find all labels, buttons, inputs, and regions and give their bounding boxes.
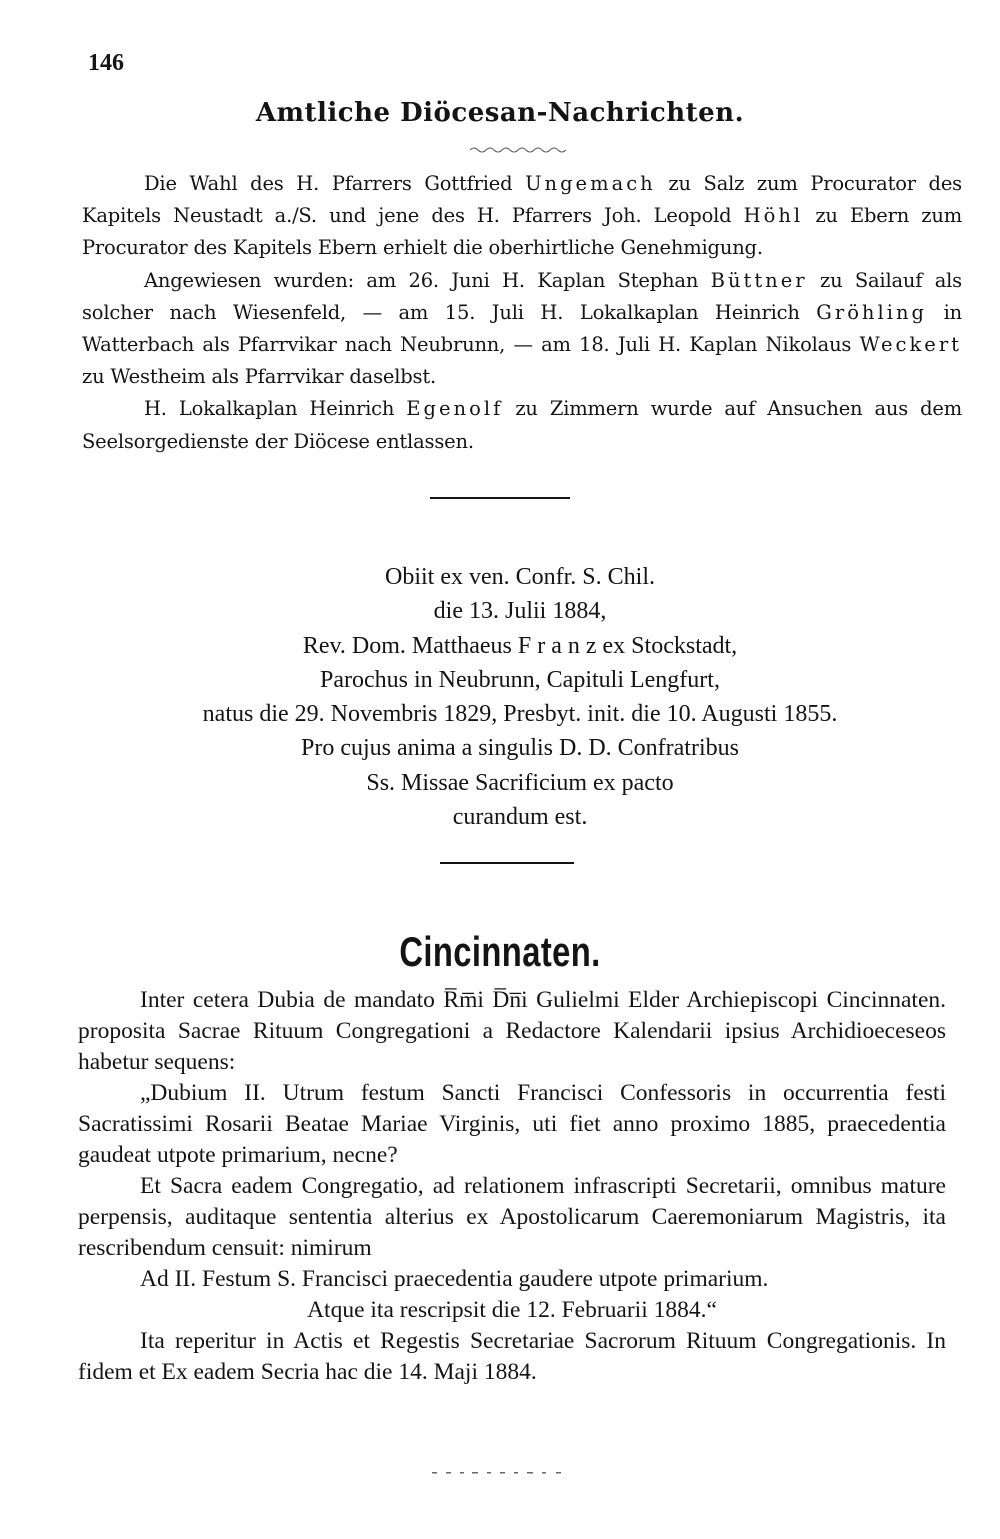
latin-paragraph: Atque ita rescripsit die 12. Februarii 1884.“ [307, 1297, 717, 1323]
notice-paragraph [82, 393, 962, 457]
spaced-name: Büttner [710, 268, 808, 292]
section-title: Amtliche Diöcesan-Nachrichten. [255, 98, 745, 128]
notice-paragraph [82, 168, 962, 265]
spaced-name: Ungemach [525, 172, 656, 195]
notice-text: zu Sailauf als solcher nach Wiesenfeld, — am 15. Juli H. Lokalkaplan Heinrich [82, 268, 962, 324]
obituary-line: Ss. Missae Sacrificium ex pacto [366, 769, 674, 796]
spaced-name: Gröhling [816, 300, 928, 324]
notice-text: Angewiesen wurden: am 26. Juni H. Kaplan Stephan [144, 268, 711, 292]
notice-text: zu Westheim als Pfarrvikar daselbst. [82, 365, 436, 389]
latin-paragraph: Ad II. Festum S. Francisci praecedentia gaudere utpote primarium. [140, 1266, 769, 1292]
notice-paragraph [82, 265, 962, 394]
obituary-line: Pro cujus anima a singulis D. D. Confratribus [301, 735, 739, 762]
notice-text: zu Salz zum Procurator des Kapitels Neustadt a./S. und jene des H. Pfarrers Joh. Leopold [82, 172, 962, 228]
closing-ornament [432, 1470, 572, 1476]
notice-text: zu Ebern zum Procurator des Kapitels Ebern erhielt die oberhirtliche Genehmigung. [82, 204, 962, 260]
spaced-name: Egenolf [406, 397, 504, 421]
latin-paragraph: Et Sacra eadem Congregatio, ad relationem infrascripti Secretarii, omnibus mature perpensis, auditaque sententia alterius ex Apostolicarum Caeremoniarum Magistris, ita rescribendum censuit: nimirum [78, 1173, 946, 1261]
spaced-name: Höhl [743, 204, 804, 228]
obituary-line: Obiit ex ven. Confr. S. Chil. [385, 564, 655, 590]
cincinnaten-text [78, 985, 946, 1388]
obituary-line: die 13. Julii 1884, [433, 598, 607, 625]
latin-paragraph: Inter cetera Dubia de mandato R̅m̅i D̅n̅i Gulielmi Elder Archiepiscopi Cincinnaten. proposita Sacrae Rituum Congregationi a Redactore Kalendarii ipsius Archidioeceseos habetur sequens: [78, 987, 946, 1075]
notice-text: zu Zimmern wurde auf Ansuchen aus dem Seelsorgedienste der Diöcese entlassen. [82, 397, 963, 453]
obituary-line: natus die 29. Novembris 1829, Presbyt. init. die 10. Augusti 1855. [202, 701, 838, 728]
notice-text: in Watterbach als Pfarrvikar nach Neubrunn, — am 18. Juli H. Kaplan Nikolaus [82, 300, 962, 357]
separator-rule [430, 497, 570, 499]
obituary-line: Parochus in Neubrunn, Capituli Lengfurt, [320, 666, 720, 693]
notice-text: H. Lokalkaplan Heinrich [144, 397, 407, 421]
title-ornament [470, 146, 566, 154]
notice-text: Die Wahl des H. Pfarrers Gottfried [144, 172, 526, 195]
separator-rule [440, 862, 574, 864]
obituary-notice [80, 560, 960, 834]
page-number: 146 [88, 50, 124, 76]
section-heading: Cincinnaten. [399, 928, 601, 975]
obituary-line: curandum est. [452, 804, 588, 831]
latin-paragraph: „Dubium II. Utrum festum Sancti Francisci Confessoris in occurrentia festi Sacratissimi Rosarii Beatae Mariae Virginis, uti fiet anno proximo 1885, praecedentia gaudeat utpote primarium, necne? [78, 1080, 946, 1168]
latin-paragraph: Ita reperitur in Actis et Regestis Secretariae Sacrorum Rituum Congregationis. In fidem et Ex eadem Secria hac die 14. Maji 1884. [78, 1328, 946, 1385]
obituary-line: Rev. Dom. Matthaeus F r a n z ex Stockstadt, [302, 632, 738, 659]
diocesan-notices [82, 168, 962, 458]
spaced-name: Weckert [859, 333, 962, 357]
